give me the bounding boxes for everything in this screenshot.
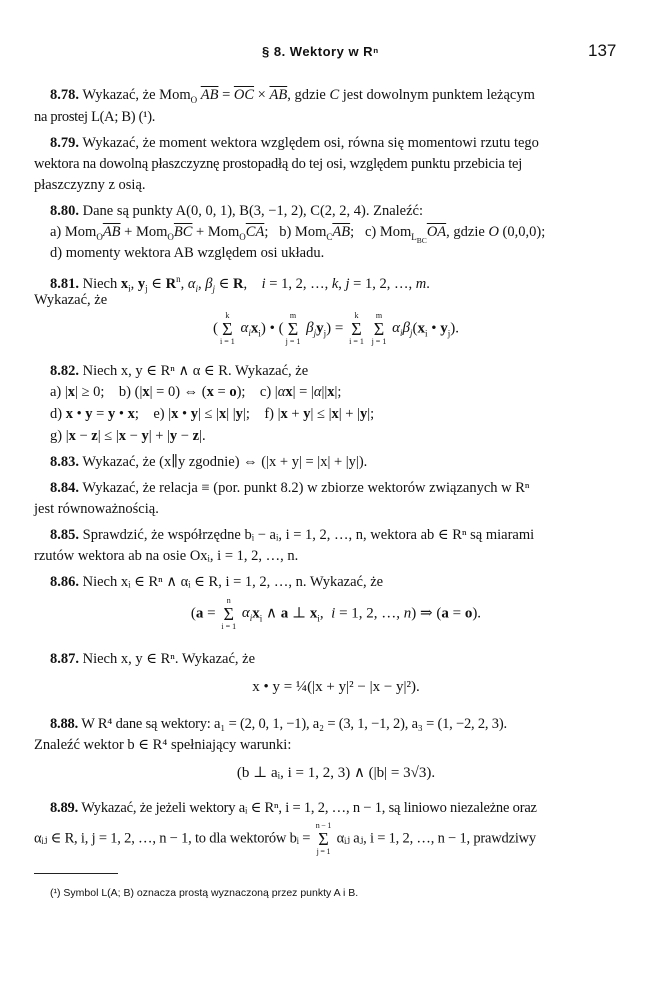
footnote-rule [34, 873, 118, 874]
problem-8-82 [34, 360, 626, 382]
problem-number: 8.89. [50, 800, 79, 816]
problem-text: Dane są punkty A(0, 0, 1), B(3, −1, 2), C(2, 2, 4). Znaleźć: [82, 203, 424, 219]
problem-8-84-line2: jest równoważnością. [34, 501, 159, 517]
problem-8-79-line2: wektora na dowolną płaszczyznę prostopadłą do tej osi, względem punktu przebicia tej [34, 156, 523, 172]
formula-8-86: (a = n Σ i = 1 $\alpha_ix_i$ ∧ a ⊥ $x_i$, i = 1, 2, …, n) ⇒ (a = o). [190, 596, 482, 631]
problem-number: 8.79. [50, 135, 79, 151]
problem-text: Wykazać, że (x∥y zgodnie) ⇔ (|x + y| = |x| + |y|). [82, 454, 368, 470]
problem-text: Wykazać, że moment wektora względem osi, równa się momentowi rzutu tego [82, 135, 539, 151]
problem-8-79-line3: płaszczyzny z osią. [34, 177, 146, 193]
problem-number: 8.78. [50, 87, 79, 103]
problem-number: 8.87. [50, 651, 79, 667]
section-title: § 8. Wektory w Rⁿ [262, 44, 379, 59]
formula-8-88: (b ⊥ aᵢ, i = 1, 2, 3) ∧ (|b| = 3√3). [236, 765, 436, 781]
problem-text: Niech x, y ∈ Rⁿ. Wykazać, że [82, 651, 256, 667]
page-header [0, 41, 672, 64]
problem-8-83 [34, 451, 626, 473]
problem-text: W R⁴ dane są wektory: a₁ = (2, 0, 1, −1), a₂ = (3, 1, −1, 2), a₃ = (1, −2, 2, 3). [81, 716, 507, 732]
problem-8-89-line2: αᵢⱼ ∈ R, i, j = 1, 2, …, n − 1, to dla wektorów bᵢ = n − 1 Σ j = 1 αᵢⱼ aⱼ, i = 1, 2, …, n − 1, prawdziwy [34, 821, 536, 856]
problem-8-78-cont: na prostej L(A; B) (¹). [34, 109, 156, 125]
problem-number: 8.80. [50, 203, 79, 219]
formula-8-87: x • y = ¼(|x + y|² − |x − y|²). [252, 679, 420, 695]
problem-8-82-g: g) |x − z| ≤ |x − y| + |y − z|. [50, 428, 206, 444]
problem-8-81-line2: Wykazać, że [34, 292, 108, 308]
problem-number: 8.88. [50, 716, 79, 732]
problem-8-80 [34, 200, 626, 222]
problem-text: Niech xᵢ ∈ Rⁿ ∧ αᵢ ∈ R, i = 1, 2, …, n. Wykazać, że [82, 574, 384, 590]
problem-8-81: 8.81. Niech $x_i$, $y_j$ ∈ $R^n$, $\alpha_i$, $\beta_j$ ∈ R, i = 1, 2, …, k, j = 1, 2, …, m. [50, 274, 430, 294]
problem-number: 8.82. [50, 363, 79, 379]
problem-8-86 [34, 571, 626, 593]
problem-8-88-line2: Znaleźć wektor b ∈ R⁴ spełniający warunki: [34, 737, 292, 753]
problem-number: 8.84. [50, 480, 79, 496]
problem-8-87 [34, 648, 626, 670]
problem-text: Wykazać, że Mom [82, 87, 191, 103]
problem-text: Sprawdzić, że współrzędne bᵢ − aᵢ, i = 1, 2, …, n, wektora ab ∈ Rⁿ są miarami [82, 527, 535, 543]
problem-text: Wykazać, że jeżeli wektory aᵢ ∈ Rⁿ, i = 1, 2, …, n − 1, są liniowo niezależne oraz [81, 800, 537, 816]
problem-8-89 [34, 797, 626, 819]
problem-8-78: 8.78. Wykazać, że Mom$_O$ $\overline{AB} = \overline{OC} \times \overline{AB}$, gdzie C jest dowolnym punktem leżącym [50, 87, 535, 105]
problem-8-88 [34, 713, 626, 735]
problem-8-82-def: d) x • y = y • x; e) |x • y| ≤ |x| |y|; f) |x + y| ≤ |x| + |y|; [50, 406, 375, 422]
problem-8-85 [34, 524, 626, 546]
problem-text: Wykazać, że relacja ≡ (por. punkt 8.2) w zbiorze wektorów związanych w Rⁿ [82, 480, 530, 496]
problem-8-80-parts: a) $Mom_O\overline{AB} + Mom_O\overline{BC} + Mom_O\overline{CA}$; b) $Mom_C\overline{AB}$; c) $Mom_{L_{BC}}\overline{OA}$, gdzie O (0,0,0); [50, 224, 546, 245]
problem-8-80-d: d) momenty wektora AB względem osi układu. [50, 245, 325, 261]
problem-number: 8.86. [50, 574, 79, 590]
problem-8-82-abc: a) |x| ≥ 0; b) (|x| = 0) ⇔ (x = o); c) |αx| = |α||x|; [50, 384, 342, 400]
problem-8-84 [34, 477, 626, 499]
page-number: 137 [588, 41, 617, 60]
problem-number: 8.81. [50, 275, 79, 292]
problem-number: 8.83. [50, 454, 79, 470]
footnote: (¹) Symbol L(A; B) oznacza prostą wyznaczoną przez punkty A i B. [50, 887, 359, 899]
problem-8-79 [34, 132, 626, 154]
problem-number: 8.85. [50, 527, 79, 543]
problem-8-85-line2: rzutów wektora ab na osie Oxᵢ, i = 1, 2, …, n. [34, 548, 299, 564]
problem-text: Niech x, y ∈ Rⁿ ∧ α ∈ R. Wykazać, że [82, 363, 309, 379]
formula-8-81: ( k Σ i = 1 $\alpha_ix_i$) • ( m Σ j = 1 $\beta_jy_j$) = k Σ i = 1 m Σ j = 1 $\alpha_i\beta_j(x_i$ • $y_j$). [212, 311, 459, 346]
